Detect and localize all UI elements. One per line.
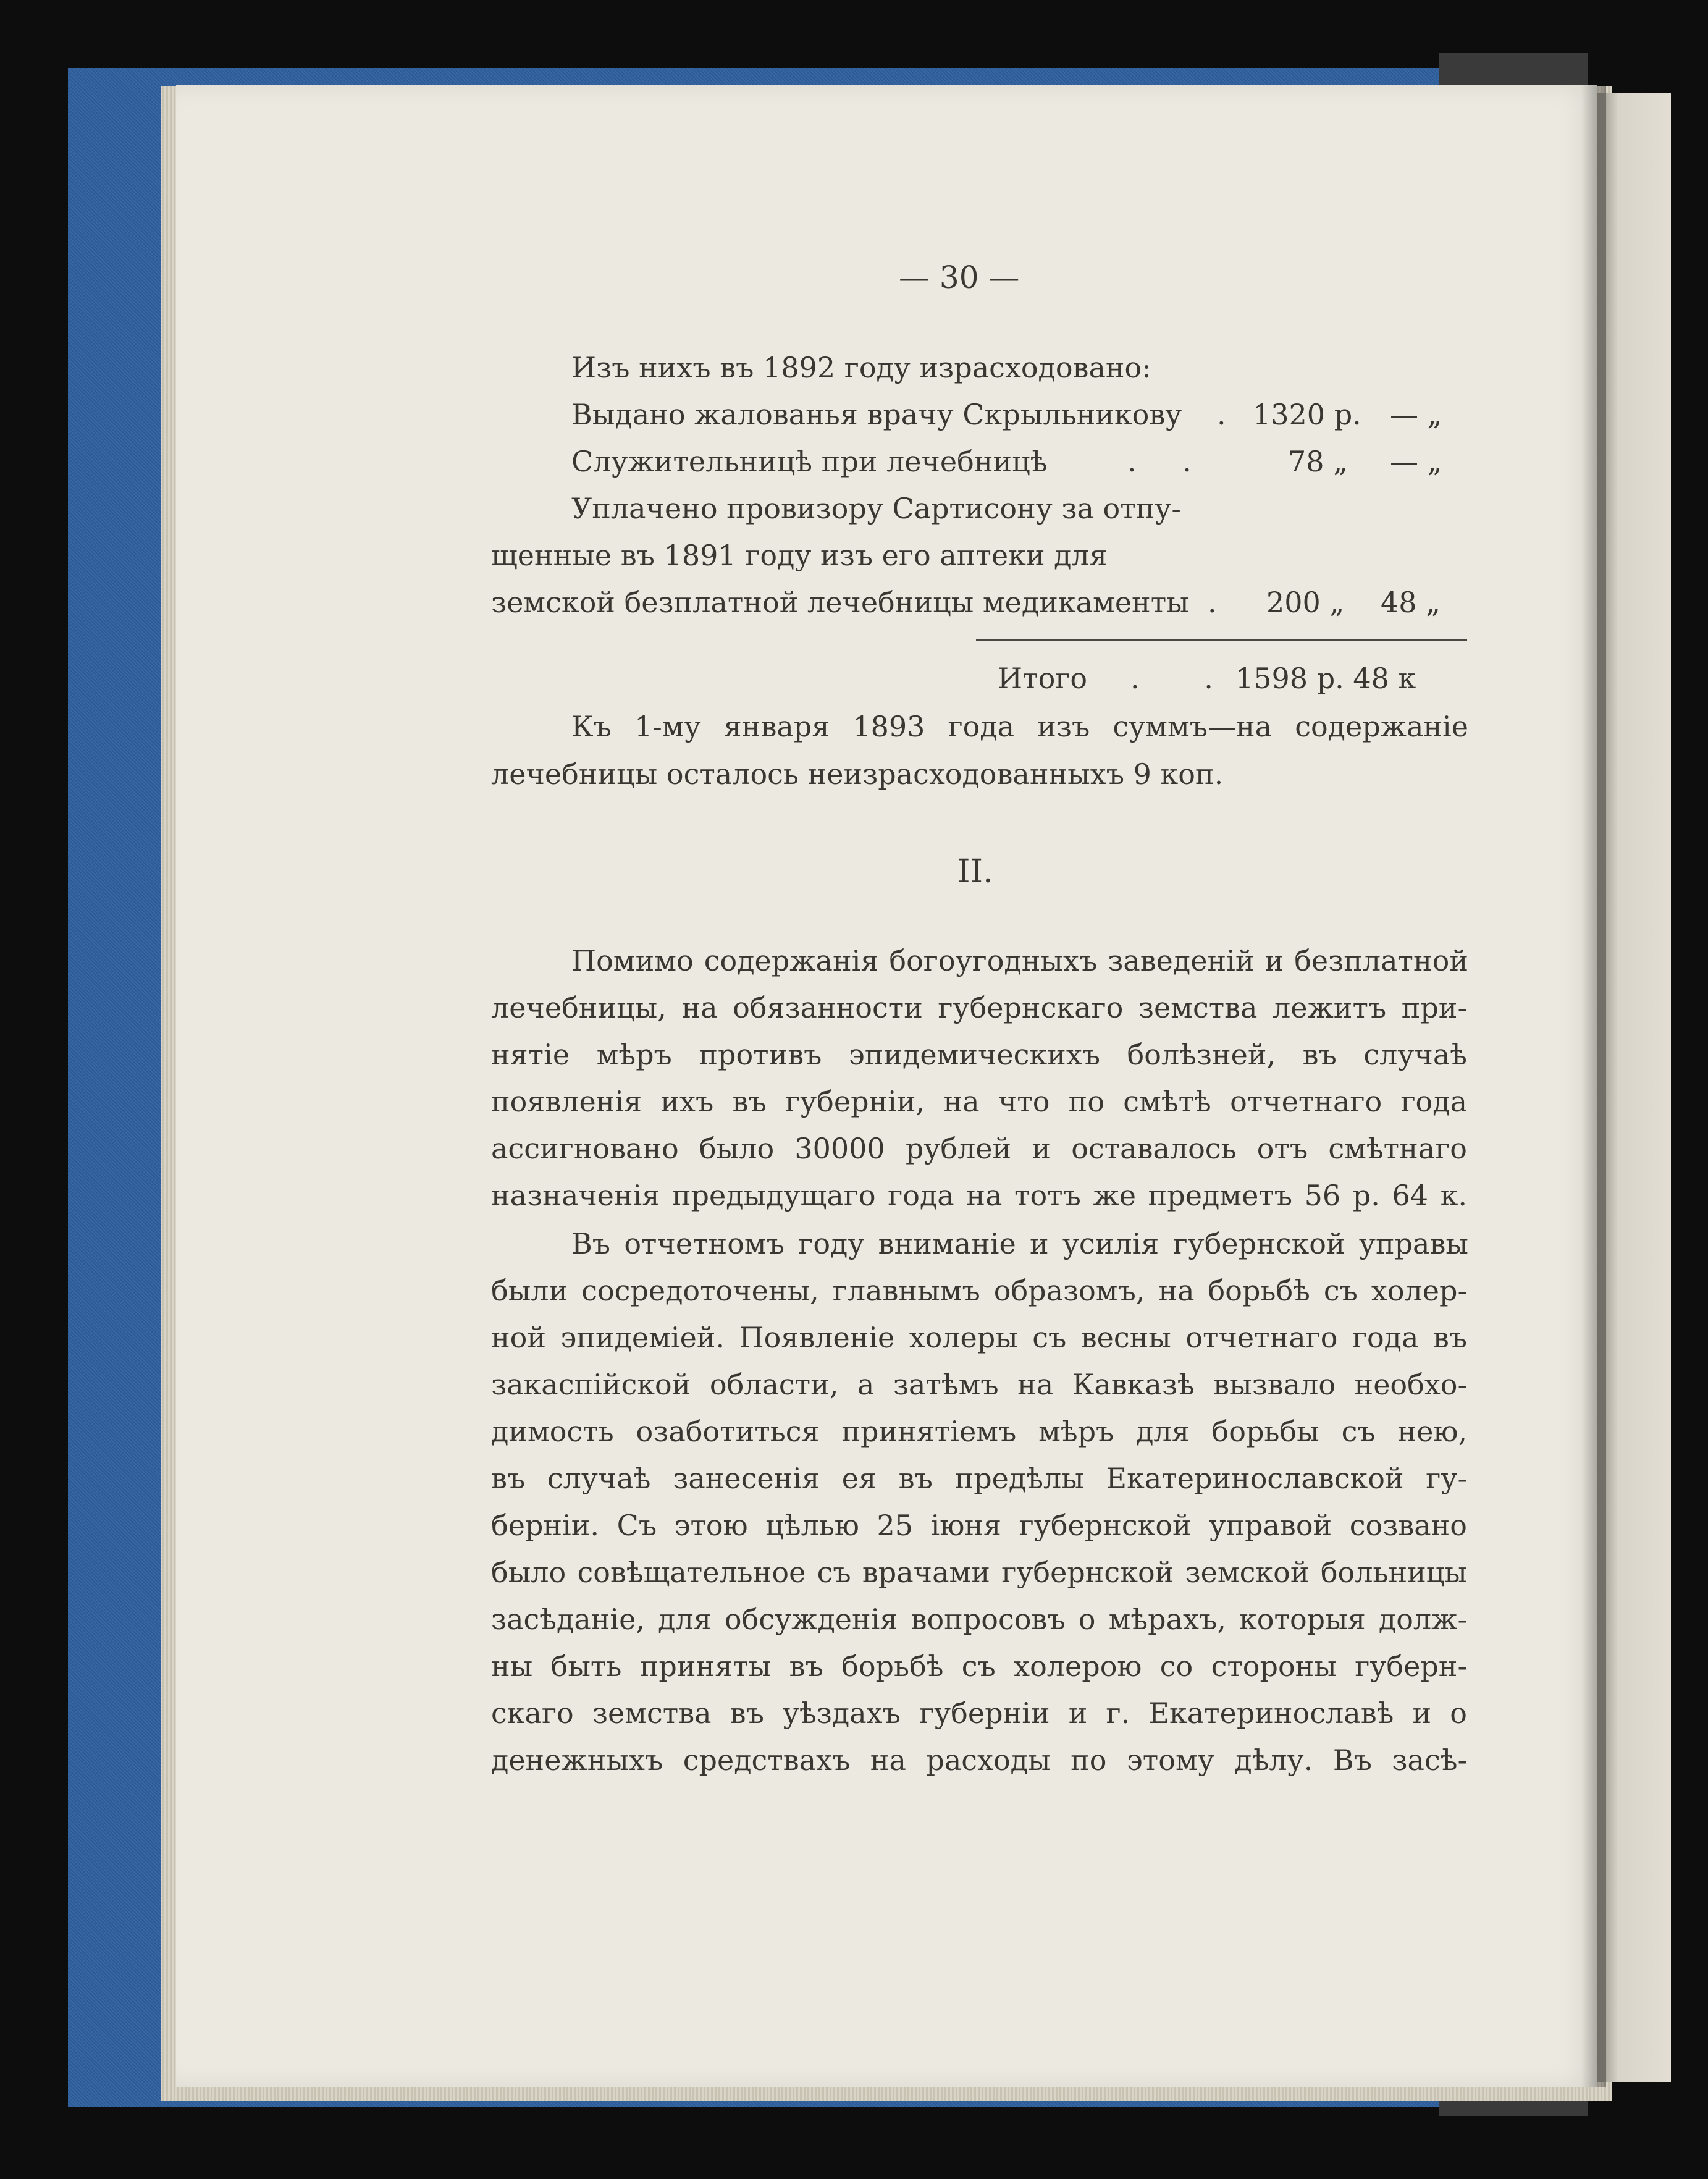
provisor-kop: 48 „	[1381, 586, 1441, 619]
section-heading: II.	[957, 853, 993, 890]
paragraph-line: были сосредоточены, главнымъ образомъ, на борьбѣ съ холер-	[491, 1274, 1467, 1307]
remainder-line: лечебницы осталось неизрасходованныхъ 9 коп.	[491, 757, 1224, 791]
paragraph-line: димость озаботиться принятіемъ мѣръ для борьбы съ нею,	[491, 1415, 1467, 1448]
expense-row-dots: .	[1217, 398, 1226, 431]
expenses-intro: Изъ нихъ въ 1892 году израсходовано:	[571, 351, 1151, 384]
provisor-line: Уплачено провизору Сартисону за отпу-	[571, 492, 1181, 525]
provisor-line: земской безплатной лечебницы медикаменты	[491, 586, 1189, 619]
provisor-rub: 200 „	[1266, 586, 1345, 619]
expense-row-kop: — „	[1390, 398, 1442, 431]
expense-row-text: Выдано жалованья врачу Скрыльникову	[571, 398, 1182, 431]
expense-row-text: Служительницѣ при лечебницѣ	[571, 445, 1048, 478]
paragraph-line: было совѣщательное съ врачами губернской земской больницы	[491, 1556, 1467, 1589]
paragraph-line: ной эпидеміей. Появленіе холеры съ весны отчетнаго года въ	[491, 1321, 1467, 1354]
total-dots: . .	[1130, 662, 1213, 695]
provisor-line: щенные въ 1891 году изъ его аптеки для	[491, 539, 1108, 572]
paragraph-line: закаспійской области, а затѣмъ на Кавказѣ вызвало необхо-	[491, 1368, 1467, 1401]
binding-shadow	[1581, 85, 1606, 2087]
paragraph-line: нятіе мѣръ противъ эпидемическихъ болѣзней, въ случаѣ	[491, 1038, 1467, 1071]
expense-row-rub: 1320 р.	[1253, 398, 1361, 431]
summary-rule	[976, 639, 1467, 641]
paragraph-line: назначенія предыдущаго года на тотъ же предметъ 56 р. 64 к.	[491, 1179, 1467, 1212]
facing-page-edge	[1597, 93, 1671, 2082]
expense-row-rub: 78 „	[1288, 445, 1348, 478]
paragraph-line: ны быть приняты въ борьбѣ съ холерою со стороны губерн-	[491, 1650, 1467, 1683]
paragraph-line: скаго земства въ уѣздахъ губерніи и г. Екатеринославѣ и о	[491, 1696, 1467, 1730]
provisor-dots: .	[1208, 586, 1217, 619]
paragraph-line: лечебницы, на обязанности губернскаго земства лежитъ при-	[491, 991, 1467, 1024]
paragraph-line: берніи. Съ этою цѣлью 25 іюня губернской управой созвано	[491, 1509, 1467, 1542]
expense-row-dots: . .	[1127, 445, 1192, 478]
total-value: 1598 р. 48 к	[1235, 662, 1416, 695]
paragraph-line: появленія ихъ въ губерніи, на что по смѣтѣ отчетнаго года	[491, 1085, 1467, 1118]
paragraph-line: засѣданіе, для обсужденія вопросовъ о мѣрахъ, которыя долж-	[491, 1603, 1467, 1636]
paragraph-line: Помимо содержанія богоугодныхъ заведеній и безплатной	[571, 944, 1468, 977]
expense-row-kop: — „	[1390, 445, 1442, 478]
paragraph-line: ассигновано было 30000 рублей и оставалось отъ смѣтнаго	[491, 1132, 1467, 1165]
paragraph-line: денежныхъ средствахъ на расходы по этому дѣлу. Въ засѣ-	[491, 1743, 1467, 1777]
paragraph-line: въ случаѣ занесенія ея въ предѣлы Екатеринославской гу-	[491, 1462, 1467, 1495]
paragraph-line: Въ отчетномъ году вниманіе и усилія губернской управы	[571, 1227, 1468, 1260]
page-number: — 30 —	[899, 259, 1020, 295]
remainder-line: Къ 1-му января 1893 года изъ суммъ—на содержаніе	[571, 710, 1468, 743]
total-label: Итого	[998, 662, 1088, 695]
